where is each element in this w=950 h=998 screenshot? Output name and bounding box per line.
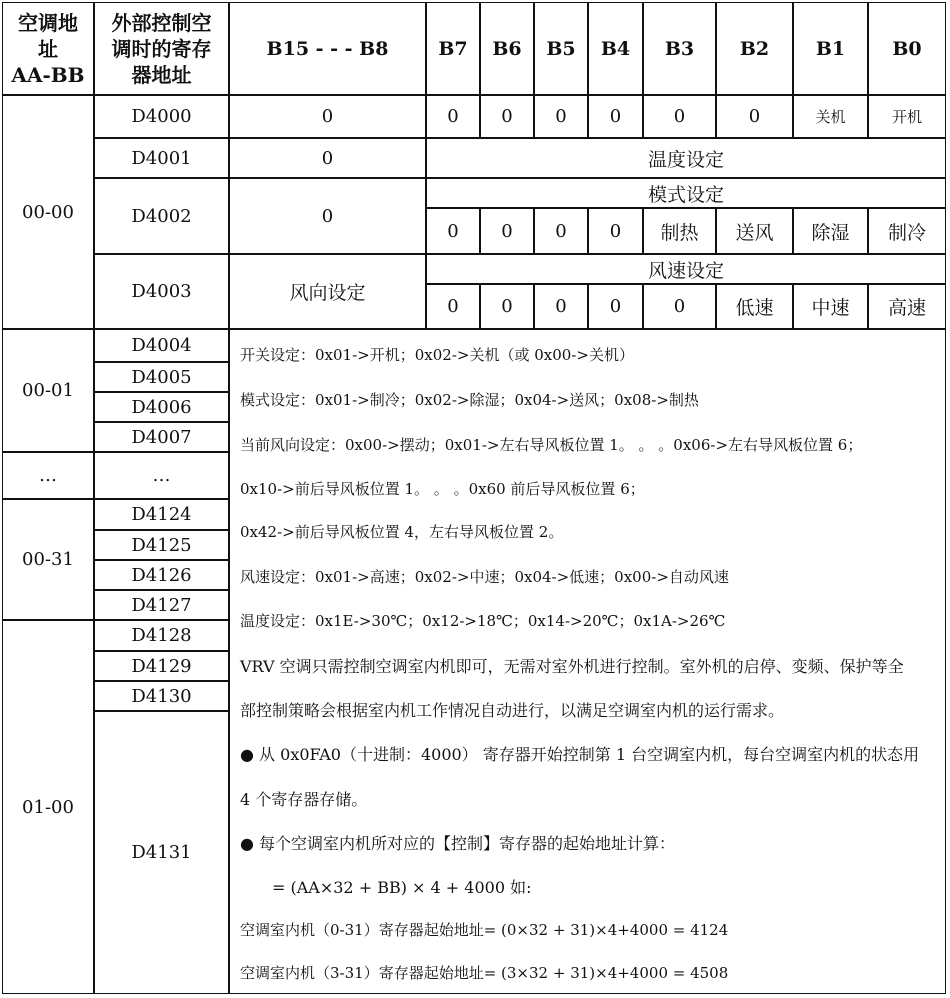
note-vrv-line1: VRV 空调只需控制空调室内机即可，无需对室外机进行控制。室外机的启停、变频、保护等全 [240,657,904,676]
note-address-formula-title: ● 每个空调室内机所对应的【控制】寄存器的起始地址计算： [240,834,676,853]
address-00-31: 00-31 [2,499,94,620]
header-bit-b5: B5 [534,2,588,95]
d4003-b5: 0 [534,284,588,329]
d4002-b3-heating: 制热 [643,208,716,254]
header-register-line3: 器地址 [131,62,192,87]
note-temperature-setting: 温度设定：0x1E->30℃；0x12->18℃；0x14->20℃；0x1A->26℃ [240,612,726,630]
d4002-b6: 0 [480,208,534,254]
header-bit-b2: B2 [716,2,793,95]
address-01-00: 01-00 [2,620,94,994]
register-d4128: D4128 [94,620,229,651]
register-d4005: D4005 [94,362,229,392]
note-start-register-line2: 4 个寄存器存储。 [240,790,368,809]
d4000-b2: 0 [716,95,793,138]
note-vrv-line2: 部控制策略会根据室内机工作情况自动进行，以满足空调室内机的运行需求。 [240,701,785,720]
note-fan-speed-setting: 风速设定：0x01->高速；0x02->中速；0x04->低速；0x00->自动风速 [240,568,729,586]
header-register [94,2,229,95]
register-d4127: D4127 [94,590,229,620]
header-address [2,2,94,95]
d4000-b6: 0 [480,95,534,138]
register-d4007: D4007 [94,422,229,452]
d4002-b2-fan: 送风 [716,208,793,254]
register-d4129: D4129 [94,651,229,681]
register-d4124: D4124 [94,499,229,530]
header-bit-b7: B7 [426,2,480,95]
register-d4004: D4004 [94,329,229,362]
d4003-b0-high-speed: 高速 [868,284,946,329]
note-power-setting: 开关设定：0x01->开机；0x02->关机（或 0x00->关机） [240,346,634,364]
d4000-b4: 0 [588,95,643,138]
header-bit-b3: B3 [643,2,716,95]
d4001-temperature-setting: 温度设定 [426,138,946,178]
note-start-register-line1: ● 从 0x0FA0（十进制：4000） 寄存器开始控制第 1 台空调室内机，每台空调室内机的状态用 [240,745,920,764]
d4000-b0-power-on: 开机 [868,95,946,138]
register-d4126: D4126 [94,560,229,590]
note-example-3-31: 空调室内机（3-31）寄存器起始地址= (3×32 + 31)×4+4000 = 4508 [240,964,729,982]
d4003-b6: 0 [480,284,534,329]
register-d4000: D4000 [94,95,229,138]
d4003-b1-mid-speed: 中速 [793,284,868,329]
d4002-b7: 0 [426,208,480,254]
header-address-line3: AA-BB [11,62,85,87]
note-front-back-louver: 0x10->前后导风板位置 1。 。 。0x60 前后导风板位置 6； [240,480,645,498]
d4003-fan-speed-setting: 风速设定 [426,254,946,284]
note-louver-combo: 0x42->前后导风板位置 4，左右导风板位置 2。 [240,523,564,541]
header-address-line2: 址 [38,36,58,61]
d4003-b3: 0 [643,284,716,329]
register-d4002: D4002 [94,178,229,254]
d4003-b4: 0 [588,284,643,329]
header-bit-b4: B4 [588,2,643,95]
note-example-0-31: 空调室内机（0-31）寄存器起始地址= (0×32 + 31)×4+4000 = 4124 [240,921,729,939]
d4000-high-bits: 0 [229,95,426,138]
d4003-wind-direction: 风向设定 [229,254,426,329]
header-register-line1: 外部控制空 [111,10,212,35]
d4001-high-bits: 0 [229,138,426,178]
address-00-00: 00-00 [2,95,94,329]
d4003-b2-low-speed: 低速 [716,284,793,329]
register-d4006: D4006 [94,392,229,422]
register-d4003: D4003 [94,254,229,329]
d4000-b5: 0 [534,95,588,138]
register-d4131: D4131 [94,711,229,994]
d4002-b1-dehumidify: 除湿 [793,208,868,254]
address-ellipsis: … [2,452,94,499]
note-wind-direction-setting: 当前风向设定：0x00->摆动；0x01->左右导风板位置 1。 。 。0x06->左右导风板位置 6； [240,436,863,454]
note-address-formula: = (AA×32 + BB) × 4 + 4000 如: [272,878,532,897]
address-00-01: 00-01 [2,329,94,452]
header-address-line1: 空调地 [18,10,78,35]
register-ellipsis: … [94,452,229,499]
d4000-b3: 0 [643,95,716,138]
note-mode-setting: 模式设定：0x01->制冷；0x02->除湿；0x04->送风；0x08->制热 [240,391,699,409]
register-d4125: D4125 [94,530,229,560]
d4002-high-bits: 0 [229,178,426,254]
register-d4130: D4130 [94,681,229,711]
header-bit-b0: B0 [868,2,946,95]
header-register-line2: 调时的寄存 [111,36,212,61]
d4002-b0-cooling: 制冷 [868,208,946,254]
register-d4001: D4001 [94,138,229,178]
d4000-b7: 0 [426,95,480,138]
header-high-bits: B15 - - - B8 [229,2,426,95]
d4002-b5: 0 [534,208,588,254]
d4002-mode-setting: 模式设定 [426,178,946,208]
d4003-b7: 0 [426,284,480,329]
header-bit-b1: B1 [793,2,868,95]
d4000-b1-power-off: 关机 [793,95,868,138]
d4002-b4: 0 [588,208,643,254]
header-bit-b6: B6 [480,2,534,95]
